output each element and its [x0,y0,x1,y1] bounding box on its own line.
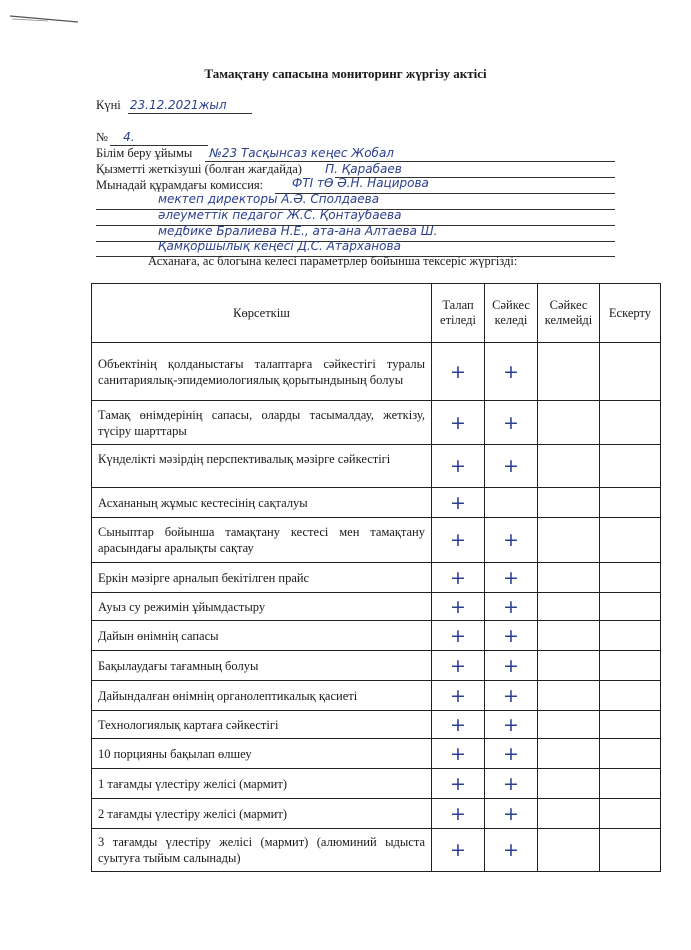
required-mark: + [432,651,485,681]
required-mark: + [432,488,485,518]
indicator-cell: Тамақ өнімдерінің сапасы, оларды тасымалдау, жеткізу, түсіру шарттары [92,401,432,445]
required-mark: + [432,769,485,799]
notes-cell [600,343,661,401]
commission-line-3: әлеуметтік педагог Ж.С. Қонтаубаева [158,208,402,222]
table-row [92,563,661,593]
monitoring-table [91,283,661,872]
table-row [92,343,661,401]
notes-cell [600,711,661,739]
notes-cell [600,651,661,681]
compliant-mark [485,488,538,518]
notes-cell [600,621,661,651]
indicator-cell: Дайындалған өнімнің органолептикалық қасиеті [92,681,432,711]
required-mark: + [432,739,485,769]
compliant-mark: + [485,739,538,769]
header-noncompliant: Сәйкес келмейді [538,284,600,343]
notes-cell [600,563,661,593]
required-mark: + [432,593,485,621]
header-required: Талап етіледі [432,284,485,343]
notes-cell [600,518,661,563]
noncompliant-cell [538,401,600,445]
provider-row [96,162,402,177]
table-row [92,829,661,872]
notes-cell [600,488,661,518]
number-label: № [96,130,108,144]
required-mark: + [432,681,485,711]
compliant-mark: + [485,593,538,621]
header-indicator: Көрсеткіш [92,284,432,343]
required-mark: + [432,343,485,401]
table-row [92,799,661,829]
date-underline [128,113,252,114]
indicator-cell: Технологиялық картаға сәйкестігі [92,711,432,739]
table-row [92,739,661,769]
noncompliant-cell [538,769,600,799]
school-row [96,146,394,161]
noncompliant-cell [538,711,600,739]
required-mark: + [432,563,485,593]
table-row [92,769,661,799]
table-row [92,401,661,445]
notes-cell [600,681,661,711]
table-row [92,593,661,621]
scan-mark [8,10,88,24]
date-value: 23.12.2021жыл [129,98,227,112]
required-mark: + [432,401,485,445]
indicator-cell: Дайын өнімнің сапасы [92,621,432,651]
header-notes: Ескерту [600,284,661,343]
required-mark: + [432,621,485,651]
indicator-cell: 2 тағамды үлестіру желісі (мармит) [92,799,432,829]
required-mark: + [432,518,485,563]
header-compliant: Сәйкес келеді [485,284,538,343]
compliant-mark: + [485,343,538,401]
table-row [92,711,661,739]
commission-line-4: медбике Бралиева Н.Е., ата-ана Алтаева Ш. [158,224,438,238]
noncompliant-cell [538,681,600,711]
compliant-mark: + [485,681,538,711]
notes-cell [600,445,661,488]
required-mark: + [432,445,485,488]
indicator-cell: Асхананың жұмыс кестесінің сақталуы [92,488,432,518]
compliant-mark: + [485,445,538,488]
table-row [92,518,661,563]
indicator-cell: 10 порцияны бақылап өлшеу [92,739,432,769]
table-row [92,681,661,711]
notes-cell [600,829,661,872]
provider-value: П. Қарабаев [325,162,402,176]
noncompliant-cell [538,518,600,563]
compliant-mark: + [485,563,538,593]
compliant-mark: + [485,799,538,829]
page-title: Тамақтану сапасына мониторинг жүргізу актісі [204,66,487,81]
compliant-mark: + [485,769,538,799]
notes-cell [600,799,661,829]
number-value: 4. [123,130,135,144]
noncompliant-cell [538,829,600,872]
noncompliant-cell [538,651,600,681]
table-row [92,445,661,488]
compliant-mark: + [485,651,538,681]
indicator-cell: 3 тағамды үлестіру желісі (мармит) (алюминий ыдыста суытуға тыйым салынады) [92,829,432,872]
noncompliant-cell [538,445,600,488]
indicator-cell: Сыныптар бойынша тамақтану кестесі мен тамақтану арасындағы аралықты сақтау [92,518,432,563]
number-row [96,130,135,145]
notes-cell [600,401,661,445]
noncompliant-cell [538,488,600,518]
indicator-cell: Еркін мәзірге арналып бекітілген прайс [92,563,432,593]
school-label: Білім беру ұйымы [96,146,193,160]
table-header-row [92,284,661,343]
indicator-cell: Күнделікті мәзірдің перспективалық мәзірге сәйкестігі [92,445,432,488]
commission-row [96,178,263,193]
notes-cell [600,739,661,769]
noncompliant-cell [538,621,600,651]
compliant-mark: + [485,829,538,872]
commission-label: Мынадай құрамдағы комиссия: [96,178,264,192]
indicator-cell: Объектінің қолданыстағы талаптарға сәйкестігі туралы санитариялық-эпидемиологиялық қорытындының болуы [92,343,432,401]
compliant-mark: + [485,621,538,651]
required-mark: + [432,711,485,739]
commission-line-2: мектеп директоры А.Ә. Сполдаева [158,192,380,206]
required-mark: + [432,799,485,829]
intro-text: Асханаға, ас блогына келесі параметрлер бойынша тексеріс жүргізді: [148,254,518,268]
compliant-mark: + [485,401,538,445]
table-row [92,651,661,681]
noncompliant-cell [538,799,600,829]
commission-line-5: Қамқоршылық кеңесі Д.С. Атарханова [158,239,401,253]
notes-cell [600,593,661,621]
commission-line-1: ФТІ тӨ Ә.Н. Нацирова [292,176,429,190]
indicator-cell: 1 тағамды үлестіру желісі (мармит) [92,769,432,799]
noncompliant-cell [538,343,600,401]
table-row [92,488,661,518]
noncompliant-cell [538,739,600,769]
compliant-mark: + [485,518,538,563]
notes-cell [600,769,661,799]
date-row [96,98,227,113]
noncompliant-cell [538,593,600,621]
provider-label: Қызметті жеткізуші (болған жағдайда) [96,162,302,176]
school-value: №23 Тасқынсаз кеңес Жобал [209,146,394,160]
table-row [92,621,661,651]
date-label: Күні [96,98,121,112]
required-mark: + [432,829,485,872]
indicator-cell: Ауыз су режимін ұйымдастыру [92,593,432,621]
noncompliant-cell [538,563,600,593]
indicator-cell: Бақылаудағы тағамның болуы [92,651,432,681]
compliant-mark: + [485,711,538,739]
